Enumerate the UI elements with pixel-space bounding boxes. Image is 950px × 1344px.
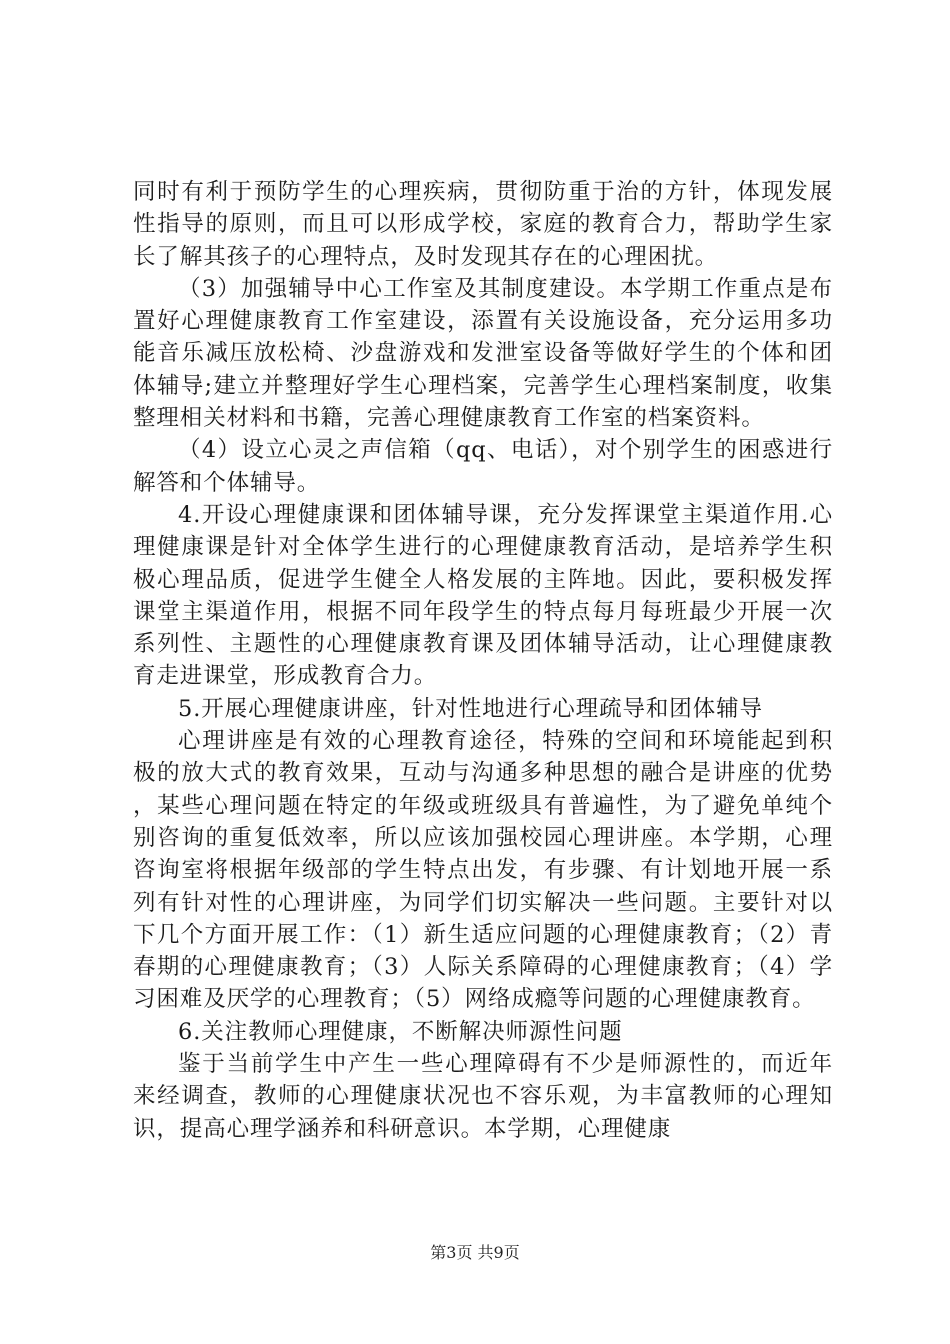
paragraph-item-4: （4）设立心灵之声信箱（qq、电话），对个别学生的困惑进行解答和个体辅导。 bbox=[133, 437, 833, 496]
paragraph-item-3: （3）加强辅导中心工作室及其制度建设。本学期工作重点是布置好心理健康教育工作室建设，添置有关设施设备，充分运用多功能音乐减压放松椅、沙盘游戏和发泄室设备等做好学生的个体和团体辅导;建立并整理好学生心理档案，完善学生心理档案制度，收集整理相关材料和书籍，完善心理健康教育工作室的档案资料。 bbox=[133, 275, 833, 432]
paragraph-continuation: 同时有利于预防学生的心理疾病，贯彻防重于治的方针，体现发展性指导的原则，而且可以形成学校，家庭的教育合力，帮助学生家长了解其孩子的心理特点，及时发现其存在的心理困扰。 bbox=[133, 179, 833, 270]
paragraph-section-4: 4.开设心理健康课和团体辅导课，充分发挥课堂主渠道作用.心理健康课是针对全体学生进行的心理健康教育活动，是培养学生积极心理品质，促进学生健全人格发展的主阵地。因此，要积极发挥课堂主渠道作用，根据不同年段学生的特点每月每班最少开展一次系列性、主题性的心理健康教育课及团体辅导活动，让心理健康教育走进课堂，形成教育合力。 bbox=[133, 501, 833, 690]
page-number-footer: 第3页 共9页 bbox=[430, 1243, 520, 1262]
paragraph-section-6: 鉴于当前学生中产生一些心理障碍有不少是师源性的，而近年来经调查，教师的心理健康状况也不容乐观，为丰富教师的心理知识，提高心理学涵养和科研意识。本学期，心理健康 bbox=[133, 1051, 833, 1142]
document-body bbox=[133, 176, 833, 1145]
heading-section-6: 6.关注教师心理健康，不断解决师源性问题 bbox=[178, 1018, 623, 1045]
paragraph-section-5: 心理讲座是有效的心理教育途径，特殊的空间和环境能起到积极的放大式的教育效果，互动与沟通多种思想的融合是讲座的优势，某些心理问题在特定的年级或班级具有普遍性，为了避免单纯个别咨询的重复低效率，所以应该加强校园心理讲座。本学期，心理咨询室将根据年级部的学生特点出发，有步骤、有计划地开展一系列有针对性的心理讲座，为同学们切实解决一些问题。主要针对以下几个方面开展工作：（1）新生适应问题的心理健康教育；（2）青春期的心理健康教育；（3）人际关系障碍的心理健康教育；（4）学习困难及厌学的心理教育；（5）网络成瘾等问题的心理健康教育。 bbox=[133, 728, 833, 1013]
heading-section-5: 5.开展心理健康讲座，针对性地进行心理疏导和团体辅导 bbox=[178, 695, 763, 722]
